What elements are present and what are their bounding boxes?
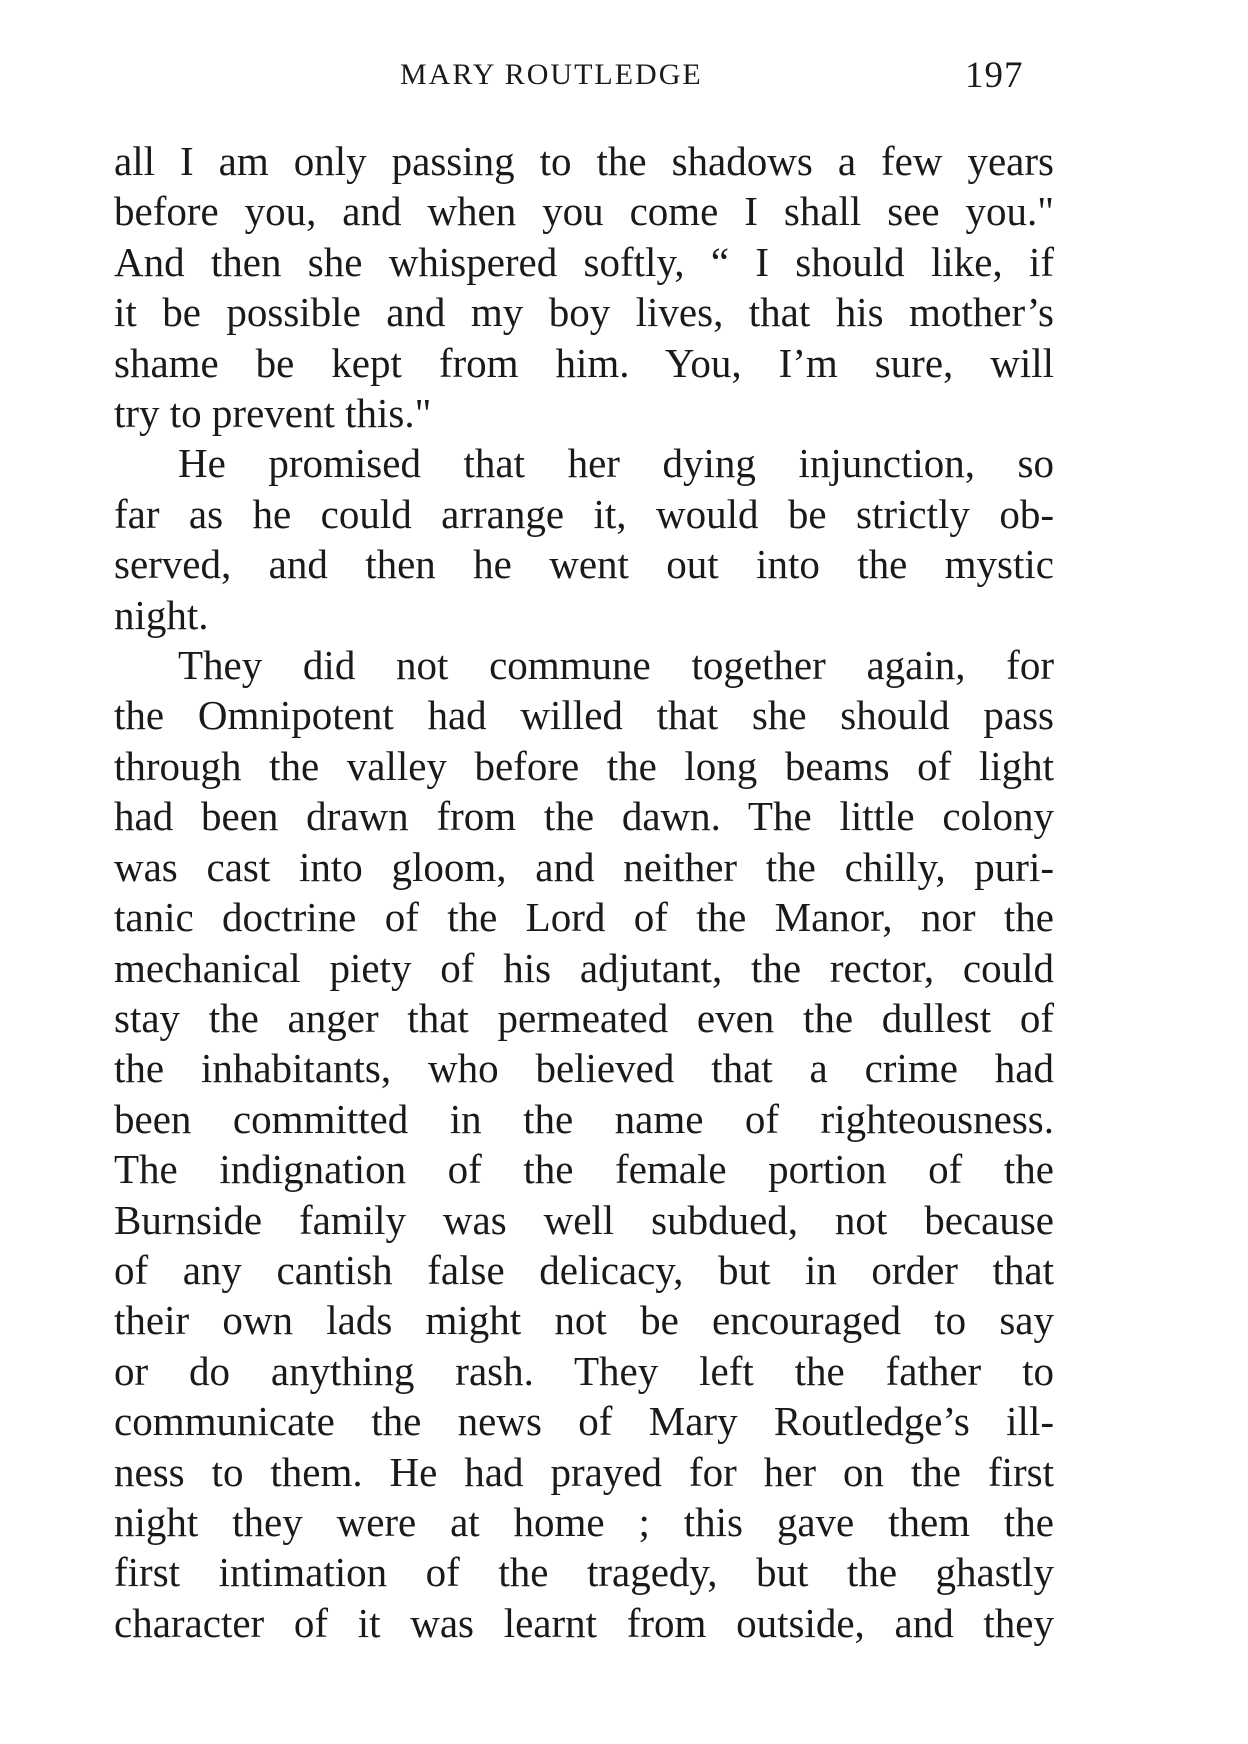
page-number: 197 [965, 55, 1024, 96]
text-line: mechanical piety of his adjutant, the rector, could [114, 944, 1054, 991]
text-line: their own lads might not be encouraged to say [114, 1297, 1054, 1344]
text-line: night. [114, 591, 209, 638]
text-line: served, and then he went out into the mystic [114, 541, 1054, 588]
text-line: character of it was learnt from outside, and they [114, 1599, 1054, 1646]
text-line: far as he could arrange it, would be strictly ob- [114, 490, 1054, 537]
text-line: before you, and when you come I shall see you." [114, 188, 1054, 235]
text-line: of any cantish false delicacy, but in order that [114, 1246, 1054, 1293]
text-line: try to prevent this." [114, 390, 432, 437]
text-line: had been drawn from the dawn. The little colony [114, 793, 1054, 840]
text-line: the inhabitants, who believed that a crime had [114, 1045, 1054, 1092]
text-line: They did not commune together again, for [178, 642, 1054, 689]
paragraph-promise [114, 438, 1054, 640]
text-line: And then she whispered softly, “ I should like, if [114, 238, 1054, 285]
text-line: night they were at home ; this gave them the [114, 1498, 1054, 1545]
text-line: Burnside family was well subdued, not because [114, 1196, 1054, 1243]
text-line: ness to them. He had prayed for her on the first [114, 1448, 1054, 1495]
text-line: all I am only passing to the shadows a few years [114, 138, 1054, 184]
running-head: MARY ROUTLEDGE [400, 58, 703, 91]
text-line: He promised that her dying injunction, so [178, 440, 1054, 487]
paragraph-aftermath [114, 640, 1054, 1648]
text-line: The indignation of the female portion of the [114, 1146, 1054, 1193]
text-line: or do anything rash. They left the father to [114, 1347, 1054, 1394]
text-line: shame be kept from him. You, I’m sure, will [114, 339, 1054, 386]
body-text [114, 136, 1054, 1648]
text-line: communicate the news of Mary Routledge’s ill- [114, 1398, 1054, 1445]
text-line: through the valley before the long beams of light [114, 742, 1054, 789]
text-line: stay the anger that permeated even the dullest of [114, 994, 1054, 1041]
text-line: it be possible and my boy lives, that his mother’s [114, 289, 1054, 336]
paragraph-dying-wish [114, 136, 1054, 438]
text-line: was cast into gloom, and neither the chilly, puri- [114, 843, 1054, 890]
text-line: tanic doctrine of the Lord of the Manor, nor the [114, 894, 1054, 941]
text-line: the Omnipotent had willed that she should pass [114, 692, 1054, 739]
text-line: first intimation of the tragedy, but the ghastly [114, 1549, 1054, 1596]
text-line: been committed in the name of righteousness. [114, 1095, 1054, 1142]
